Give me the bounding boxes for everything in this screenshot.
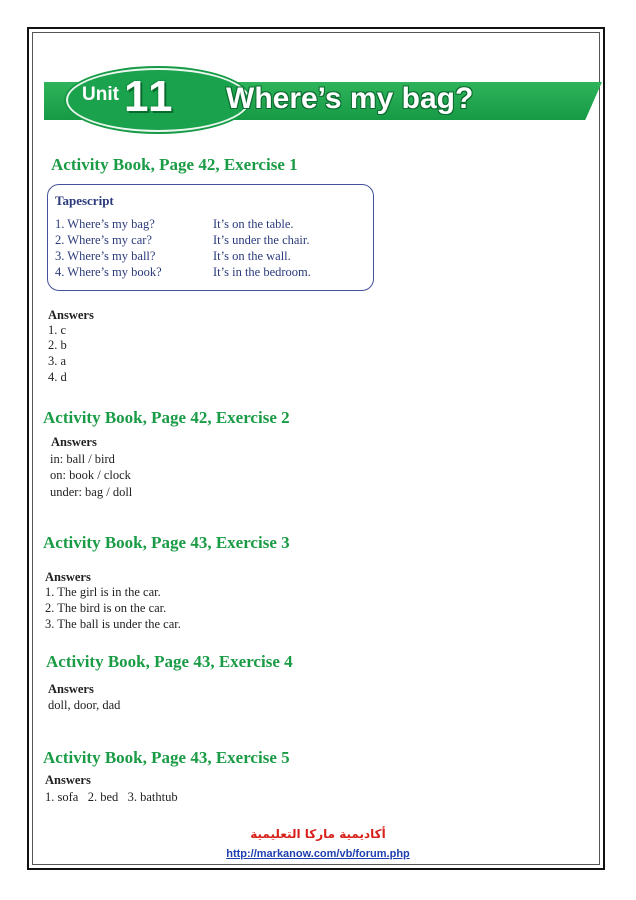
footer-academy-name: أكاديمية ماركا التعليمية	[250, 827, 386, 841]
unit-title: Where’s my bag?	[226, 82, 474, 115]
exercise1-heading: Activity Book, Page 42, Exercise 1	[51, 155, 298, 174]
exercise3-answers-label: Answers	[45, 570, 91, 584]
tapescript-answer: It’s on the table.	[213, 217, 294, 231]
exercise2-heading: Activity Book, Page 42, Exercise 2	[43, 408, 290, 427]
tapescript-answer: It’s on the wall.	[213, 249, 291, 263]
unit-number: 11	[124, 72, 175, 121]
tapescript-question: 3. Where’s my ball?	[55, 249, 156, 263]
tapescript-question: 4. Where’s my book?	[55, 265, 162, 279]
exercise4-heading: Activity Book, Page 43, Exercise 4	[46, 652, 293, 671]
unit-label: Unit	[82, 84, 119, 105]
exercise4-answers-label: Answers	[48, 682, 94, 696]
answer-line: under: bag / doll	[50, 485, 133, 499]
tapescript-title: Tapescript	[55, 193, 114, 208]
exercise5-heading: Activity Book, Page 43, Exercise 5	[43, 748, 290, 767]
answer-line: 3. a	[48, 354, 67, 368]
exercise1-answers-label: Answers	[48, 308, 94, 322]
tapescript-answer: It’s under the chair.	[213, 233, 310, 247]
answer-line: 3. The ball is under the car.	[45, 617, 181, 631]
tapescript-row	[55, 265, 311, 280]
tapescript-question: 1. Where’s my bag?	[55, 217, 155, 231]
answer-line: on: book / clock	[50, 468, 131, 482]
exercise5-answers-label: Answers	[45, 773, 91, 787]
answer-line: 1. c	[48, 323, 67, 337]
answer-line: 2. b	[48, 338, 67, 352]
tapescript-row	[55, 249, 291, 264]
exercise3-heading: Activity Book, Page 43, Exercise 3	[43, 533, 290, 552]
answer-line: 4. d	[48, 370, 67, 384]
tapescript-row	[55, 233, 310, 248]
tapescript-answer: It’s in the bedroom.	[213, 265, 311, 279]
tapescript-row	[55, 217, 294, 232]
answer-line: 1. The girl is in the car.	[45, 585, 161, 599]
footer-forum-link[interactable]: http://markanow.com/vb/forum.php	[226, 848, 410, 860]
answer-line: in: ball / bird	[50, 452, 115, 466]
answer-line: 2. The bird is on the car.	[45, 601, 167, 615]
answer-line: 1. sofa 2. bed 3. bathtub	[45, 790, 178, 804]
answer-line: doll, door, dad	[48, 698, 121, 712]
tapescript-question: 2. Where’s my car?	[55, 233, 152, 247]
exercise2-answers-label: Answers	[51, 435, 97, 449]
